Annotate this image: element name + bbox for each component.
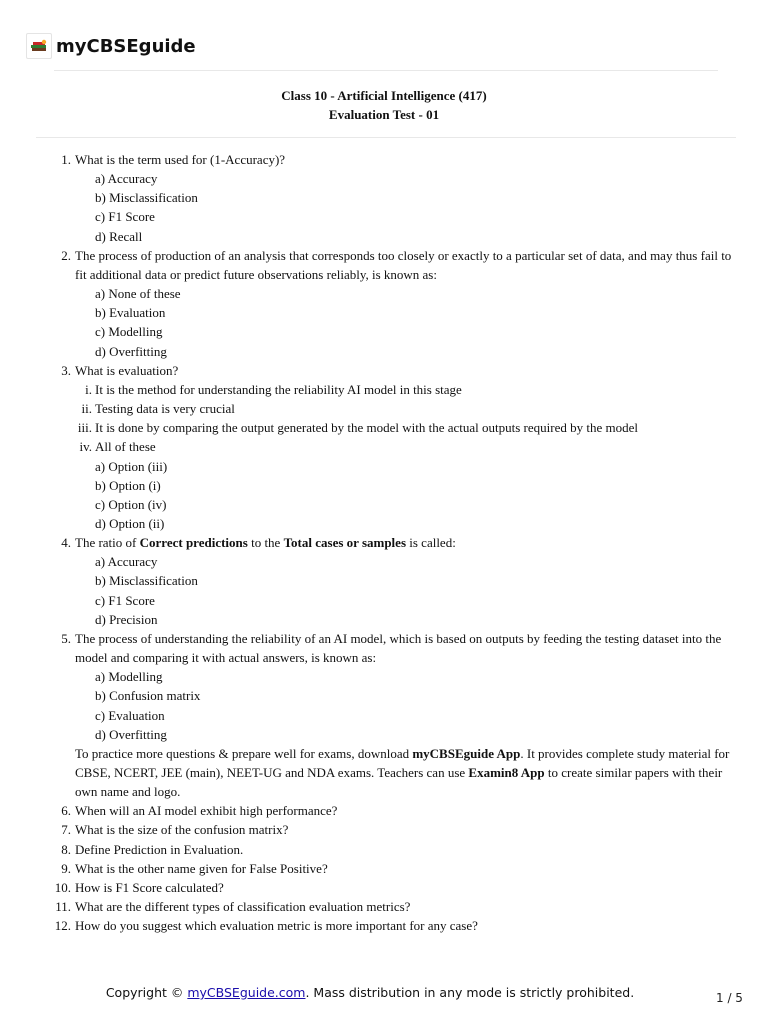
- option: a) None of these: [95, 286, 181, 302]
- question-number: 9.: [61, 860, 71, 876]
- text-run: The ratio of: [75, 535, 140, 551]
- option: d) Recall: [95, 228, 143, 244]
- footer: [0, 985, 740, 1000]
- question-item: [0, 150, 768, 169]
- question-text: How do you suggest which evaluation metric is more important for any case?: [75, 918, 478, 934]
- question-number: 10.: [54, 879, 71, 895]
- question-item: [0, 897, 768, 916]
- question-text: What are the different types of classification evaluation metrics?: [75, 899, 411, 915]
- option: d) Overfitting: [95, 726, 167, 742]
- statement-item: [0, 437, 768, 456]
- app-name: Examin8 App: [468, 765, 545, 780]
- text-run: is called:: [406, 535, 456, 551]
- header-divider: [54, 70, 718, 71]
- page-number: 1 / 5: [716, 991, 743, 1005]
- question-text: The process of understanding the reliability of an AI model, which is based on outputs by feeding the testing dataset into the model and comparing it with actual answers, is known as:: [75, 630, 722, 666]
- document-subtitle: Evaluation Test - 01: [328, 107, 440, 122]
- bold-term: Total cases or samples: [283, 535, 406, 551]
- title-divider: [36, 137, 736, 138]
- option: a) Accuracy: [95, 554, 158, 570]
- question-number: 8.: [61, 841, 71, 857]
- option: b) Confusion matrix: [95, 688, 201, 704]
- question-text: What is the term used for (1-Accuracy)?: [75, 152, 286, 167]
- question-text: What is evaluation?: [75, 362, 179, 378]
- question-item: [0, 916, 768, 935]
- option: d) Precision: [95, 611, 158, 627]
- question-text: [75, 533, 735, 552]
- statement-item: [0, 380, 768, 399]
- question-number: 4.: [61, 535, 71, 551]
- option: c) Option (iv): [95, 496, 167, 512]
- option: b) Evaluation: [95, 305, 166, 321]
- question-text: When will an AI model exhibit high performance?: [75, 803, 338, 819]
- option: b) Option (i): [95, 477, 161, 493]
- question-item: [0, 820, 768, 839]
- text-run: to create similar papers with their own name and logo.: [75, 765, 723, 800]
- option: a) Option (iii): [95, 458, 168, 474]
- option: c) Modelling: [95, 324, 163, 340]
- app-name: myCBSEguide App: [412, 745, 521, 761]
- logo-icon: [26, 33, 52, 59]
- bold-term: Correct predictions: [139, 535, 248, 551]
- option: b) Misclassification: [95, 573, 198, 589]
- question-item: [0, 878, 768, 897]
- statement-item: [0, 399, 768, 418]
- question-number: 5.: [61, 630, 71, 646]
- question-number: 1.: [61, 152, 71, 167]
- document-title: Class 10 - Artificial Intelligence (417): [281, 88, 487, 103]
- text-run: To practice more questions & prepare well for exams, download: [75, 745, 413, 761]
- promo-paragraph: [0, 744, 735, 801]
- statement-item: [0, 418, 768, 437]
- question-text: What is the other name given for False Positive?: [75, 860, 328, 876]
- question-item: [0, 859, 768, 878]
- option: c) Evaluation: [95, 707, 165, 723]
- header: [26, 30, 196, 62]
- text-run: . It provides complete study material for CBSE, NCERT, JEE (main), NEET-UG and NDA exams. Teachers can use: [75, 745, 730, 780]
- question-number: 11.: [55, 899, 71, 915]
- question-number: 3.: [61, 362, 71, 378]
- question-item: [0, 801, 768, 820]
- statement-text: Testing data is very crucial: [95, 401, 235, 417]
- statement-number: iv.: [79, 439, 92, 455]
- question-text: How is F1 Score calculated?: [75, 879, 224, 895]
- option: b) Misclassification: [95, 190, 198, 206]
- question-text: Define Prediction in Evaluation.: [75, 841, 244, 857]
- question-item: [0, 246, 768, 284]
- text-run: to the: [247, 535, 284, 551]
- question-list: [0, 150, 768, 935]
- question-number: 6.: [61, 803, 71, 819]
- question-item: [0, 361, 768, 380]
- question-number: 2.: [61, 247, 71, 263]
- question-item: [0, 629, 768, 667]
- statement-number: ii.: [81, 401, 92, 417]
- option: d) Option (ii): [95, 515, 165, 531]
- site-link[interactable]: myCBSEguide.com: [187, 985, 306, 1000]
- question-number: 7.: [61, 822, 71, 838]
- question-text: What is the size of the confusion matrix?: [75, 822, 289, 838]
- option: c) F1 Score: [95, 209, 155, 225]
- copyright-text: . Mass distribution in any mode is strictly prohibited.: [305, 985, 635, 1000]
- question-number: 12.: [54, 918, 71, 934]
- question-item: [0, 840, 768, 859]
- statement-text: It is the method for understanding the reliability AI model in this stage: [95, 381, 462, 397]
- question-text: The process of production of an analysis that corresponds too closely or exactly to a particular set of data, and may thus fail to fit additional data or predict future observations reliably, is known as:: [75, 247, 732, 282]
- brand-name: myCBSEguide: [56, 35, 196, 57]
- option: c) F1 Score: [95, 592, 155, 608]
- statement-text: All of these: [95, 439, 156, 455]
- option: a) Accuracy: [95, 171, 158, 187]
- option: d) Overfitting: [95, 343, 167, 359]
- option: a) Modelling: [95, 669, 163, 685]
- statement-number: i.: [85, 381, 92, 397]
- statement-number: iii.: [77, 420, 92, 436]
- copyright-text: Copyright ©: [105, 985, 188, 1000]
- statement-text: It is done by comparing the output generated by the model with the actual outputs required by the model: [95, 420, 638, 436]
- question-item: [0, 533, 768, 552]
